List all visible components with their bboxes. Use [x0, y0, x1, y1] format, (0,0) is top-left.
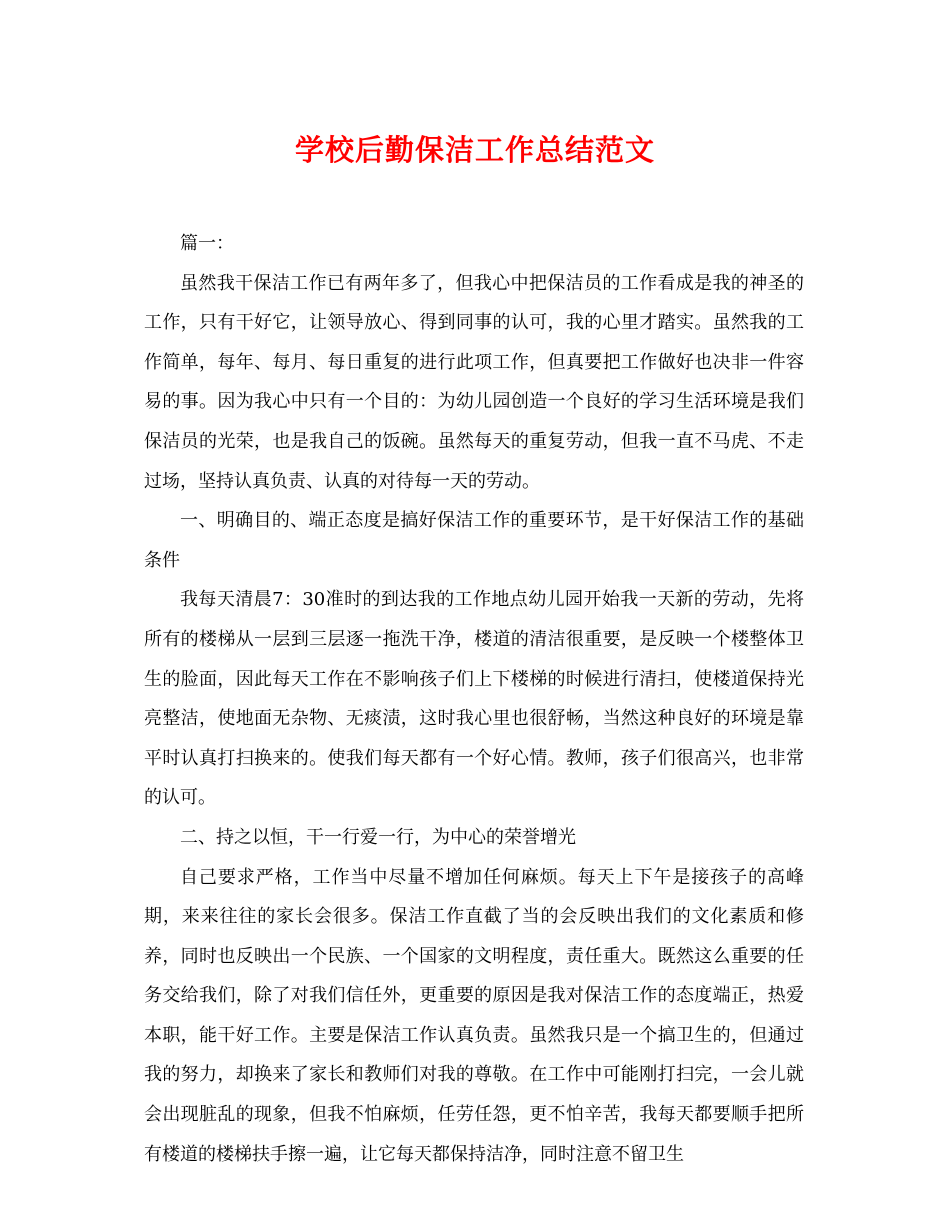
paragraph-heading-two: 二、持之以恒，干一行爱一行，为中心的荣誉增光: [180, 826, 576, 848]
paragraph-strict-requirements: 自己要求严格，工作当中尽量不增加任何麻烦。每天上下午是接孩子的高峰期，来来往往的家长会很多。保洁工作直截了当的会反映出我们的文化素质和修养，同时也反映出一个民族、一个国家的文明程度，责任重大。既然这么重要的任务交给我们，除了对我们信任外，更重要的原因是我对保洁工作的态度端正，热爱本职，能干好工作。主要是保洁工作认真负责。虽然我只是一个搞卫生的，但通过我的努力，却换来了家长和教师们对我的尊敬。在工作中可能刚打扫完，一会儿就会出现脏乱的现象，但我不怕麻烦，任劳任怨，更不怕辛苦，我每天都要顺手把所有楼道的楼梯扶手擦一遍，让它每天都保持洁净，同时注意不留卫生: [144, 866, 804, 1165]
paragraph-section-label: 篇一：: [180, 233, 234, 254]
document-title: 学校后勤保洁工作总结范文: [294, 133, 655, 167]
paragraph-heading-one: 一、明确目的、端正态度是搞好保洁工作的重要环节，是干好保洁工作的基础条件: [144, 510, 804, 571]
paragraph-intro: 虽然我干保洁工作已有两年多了，但我心中把保洁员的工作看成是我的神圣的工作，只有干好它，让领导放心、得到同事的认可，我的心里才踏实。虽然我的工作简单，每年、每月、每日重复的进行此项工作，但真要把工作做好也决非一件容易的事。因为我心中只有一个目的：为幼儿园创造一个良好的学习生活环境是我们保洁员的光荣，也是我自己的饭碗。虽然每天的重复劳动，但我一直不马虎、不走过场，坚持认真负责、认真的对待每一天的劳动。: [144, 272, 804, 492]
document-body: [144, 224, 804, 1174]
paragraph-daily-work: 我每天清晨7：30准时的到达我的工作地点幼儿园开始我一天新的劳动，先将所有的楼梯从一层到三层逐一拖洗干净，楼道的清洁很重要，是反映一个楼整体卫生的脸面，因此每天工作在不影响孩子们上下楼梯的时候进行清扫，使楼道保持光亮整洁，使地面无杂物、无痰渍，这时我心里也很舒畅，当然这种良好的环境是靠平时认真打扫换来的。使我们每天都有一个好心情。教师，孩子们很高兴，也非常的认可。: [144, 589, 804, 809]
